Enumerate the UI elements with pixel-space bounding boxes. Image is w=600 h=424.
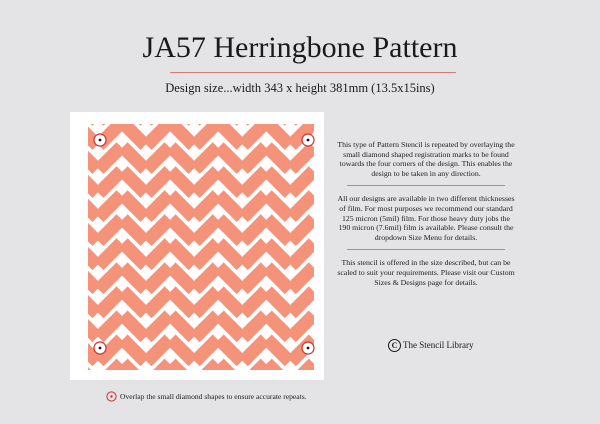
- herringbone-brick: [70, 112, 102, 126]
- herringbone-brick: [166, 238, 198, 270]
- design-size: Design size...width 343 x height 381mm (13.5x15ins): [165, 81, 435, 95]
- herringbone-brick: [238, 118, 270, 150]
- herringbone-brick: [94, 112, 126, 126]
- herringbone-brick: [142, 262, 174, 294]
- herringbone-brick: [166, 262, 198, 294]
- scaling-info: This stencil is offered in the size described, but can be scaled to suit your requirements. Please visit our Custom Sizes & Designs page for details.: [337, 258, 515, 287]
- herringbone-brick: [142, 190, 174, 222]
- herringbone-brick: [190, 118, 222, 150]
- herringbone-brick: [70, 190, 78, 222]
- herringbone-brick: [238, 286, 270, 318]
- herringbone-brick: [94, 166, 126, 198]
- herringbone-brick: [70, 118, 78, 150]
- herringbone-brick: [118, 166, 150, 198]
- herringbone-brick: [70, 286, 78, 318]
- herringbone-brick: [70, 262, 102, 294]
- copyright-icon: C: [388, 339, 401, 352]
- herringbone-brick: [70, 238, 78, 270]
- herringbone-brick: [142, 166, 174, 198]
- registration-mark-icon: [106, 391, 117, 402]
- herringbone-brick: [238, 262, 270, 294]
- registration-mark-icon: [94, 342, 106, 354]
- herringbone-brick: [287, 118, 319, 150]
- herringbone-brick: [262, 262, 294, 294]
- herringbone-brick: [190, 335, 222, 367]
- herringbone-brick: [238, 190, 270, 222]
- herringbone-brick: [70, 238, 102, 270]
- herringbone-brick: [262, 166, 294, 198]
- herringbone-brick: [142, 118, 174, 150]
- herringbone-brick: [118, 359, 150, 380]
- herringbone-brick: [70, 166, 102, 198]
- herringbone-brick: [214, 214, 246, 246]
- herringbone-brick: [190, 286, 222, 318]
- herringbone-brick: [142, 335, 174, 367]
- herringbone-brick: [70, 335, 78, 367]
- herringbone-brick: [166, 142, 198, 174]
- herringbone-brick: [287, 112, 319, 126]
- herringbone-brick: [70, 214, 78, 246]
- herringbone-brick: [214, 112, 246, 126]
- herringbone-brick: [311, 118, 325, 150]
- herringbone-brick: [166, 359, 198, 380]
- herringbone-brick: [70, 142, 78, 174]
- herringbone-brick: [190, 112, 222, 126]
- herringbone-brick: [142, 238, 174, 270]
- herringbone-brick: [238, 335, 270, 367]
- herringbone-brick: [214, 286, 246, 318]
- herringbone-brick: [287, 190, 319, 222]
- herringbone-brick: [190, 190, 222, 222]
- herringbone-brick: [238, 311, 270, 343]
- brand-mark: [388, 338, 473, 352]
- herringbone-brick: [118, 214, 150, 246]
- herringbone-brick: [262, 142, 294, 174]
- herringbone-brick: [166, 190, 198, 222]
- herringbone-brick: [214, 335, 246, 367]
- info-divider: [347, 249, 505, 250]
- herringbone-brick: [118, 142, 150, 174]
- footnote-text: Overlap the small diamond shapes to ensure accurate repeats.: [120, 391, 307, 401]
- herringbone-brick: [70, 214, 102, 246]
- registration-mark-icon: [94, 134, 106, 146]
- herringbone-brick: [142, 311, 174, 343]
- herringbone-brick: [262, 118, 294, 150]
- herringbone-brick: [262, 311, 294, 343]
- herringbone-brick: [214, 238, 246, 270]
- herringbone-brick: [214, 142, 246, 174]
- herringbone-brick: [118, 335, 150, 367]
- registration-mark-icon: [302, 134, 314, 146]
- herringbone-brick: [94, 190, 126, 222]
- herringbone-brick: [94, 262, 126, 294]
- herringbone-brick: [238, 214, 270, 246]
- herringbone-brick: [94, 238, 126, 270]
- herringbone-brick: [287, 311, 319, 343]
- herringbone-brick: [118, 311, 150, 343]
- herringbone-brick: [238, 238, 270, 270]
- herringbone-brick: [94, 286, 126, 318]
- herringbone-brick: [287, 286, 319, 318]
- herringbone-brick: [190, 166, 222, 198]
- registration-mark-icon: [302, 342, 314, 354]
- herringbone-brick: [190, 238, 222, 270]
- herringbone-brick: [287, 238, 319, 270]
- herringbone-brick: [214, 311, 246, 343]
- herringbone-brick: [214, 190, 246, 222]
- herringbone-brick: [190, 311, 222, 343]
- herringbone-brick: [70, 359, 78, 380]
- herringbone-brick: [70, 311, 102, 343]
- herringbone-brick: [142, 142, 174, 174]
- herringbone-brick: [262, 359, 294, 380]
- herringbone-brick: [118, 112, 150, 126]
- herringbone-brick: [287, 214, 319, 246]
- herringbone-brick: [166, 335, 198, 367]
- herringbone-brick: [262, 214, 294, 246]
- herringbone-brick: [262, 335, 294, 367]
- herringbone-brick: [118, 118, 150, 150]
- herringbone-brick: [118, 190, 150, 222]
- herringbone-brick: [287, 166, 319, 198]
- herringbone-brick: [214, 166, 246, 198]
- herringbone-brick: [238, 112, 270, 126]
- repeat-info: This type of Pattern Stencil is repeated by overlaying the small diamond shaped registration marks to be found towards the four corners of the design. This enables the design to be taken in any direction.: [337, 140, 515, 178]
- herringbone-brick: [166, 112, 198, 126]
- film-info: All our designs are available in two different thicknesses of film. For most purposes we recommend our standard 125 micron (5mil) film. For those heavy duty jobs the 190 micron (7.6mil) film is available. Please consult the dropdown Size Menu for details.: [337, 194, 515, 242]
- herringbone-brick: [142, 286, 174, 318]
- herringbone-brick: [166, 214, 198, 246]
- herringbone-brick: [238, 142, 270, 174]
- herringbone-brick: [118, 262, 150, 294]
- title-divider: [170, 72, 456, 73]
- herringbone-brick: [70, 112, 78, 126]
- herringbone-brick: [311, 112, 325, 126]
- info-column: [336, 140, 516, 287]
- herringbone-brick: [94, 214, 126, 246]
- herringbone-brick: [214, 118, 246, 150]
- herringbone-brick: [118, 238, 150, 270]
- herringbone-brick: [94, 142, 126, 174]
- herringbone-brick: [70, 166, 78, 198]
- herringbone-brick: [70, 142, 102, 174]
- herringbone-brick: [166, 166, 198, 198]
- herringbone-brick: [70, 262, 78, 294]
- herringbone-brick: [70, 359, 102, 380]
- herringbone-brick: [70, 286, 102, 318]
- herringbone-brick: [142, 112, 174, 126]
- brand-name: The Stencil Library: [403, 340, 474, 350]
- herringbone-brick: [262, 190, 294, 222]
- herringbone-brick: [262, 112, 294, 126]
- herringbone-brick: [311, 359, 325, 380]
- herringbone-brick: [70, 311, 78, 343]
- stencil-panel: [70, 112, 324, 380]
- herringbone-brick: [190, 142, 222, 174]
- herringbone-pattern: [70, 112, 324, 380]
- herringbone-brick: [262, 286, 294, 318]
- herringbone-brick: [238, 166, 270, 198]
- herringbone-brick: [287, 262, 319, 294]
- page-title: JA57 Herringbone Pattern: [142, 31, 458, 64]
- herringbone-brick: [287, 142, 319, 174]
- herringbone-brick: [118, 286, 150, 318]
- herringbone-brick: [142, 214, 174, 246]
- herringbone-brick: [214, 359, 246, 380]
- herringbone-brick: [214, 262, 246, 294]
- herringbone-brick: [166, 311, 198, 343]
- footnote: [106, 390, 307, 402]
- herringbone-brick: [262, 238, 294, 270]
- herringbone-brick: [166, 118, 198, 150]
- herringbone-brick: [190, 214, 222, 246]
- herringbone-brick: [166, 286, 198, 318]
- info-divider: [347, 185, 505, 186]
- herringbone-brick: [190, 262, 222, 294]
- herringbone-brick: [70, 190, 102, 222]
- herringbone-brick: [94, 311, 126, 343]
